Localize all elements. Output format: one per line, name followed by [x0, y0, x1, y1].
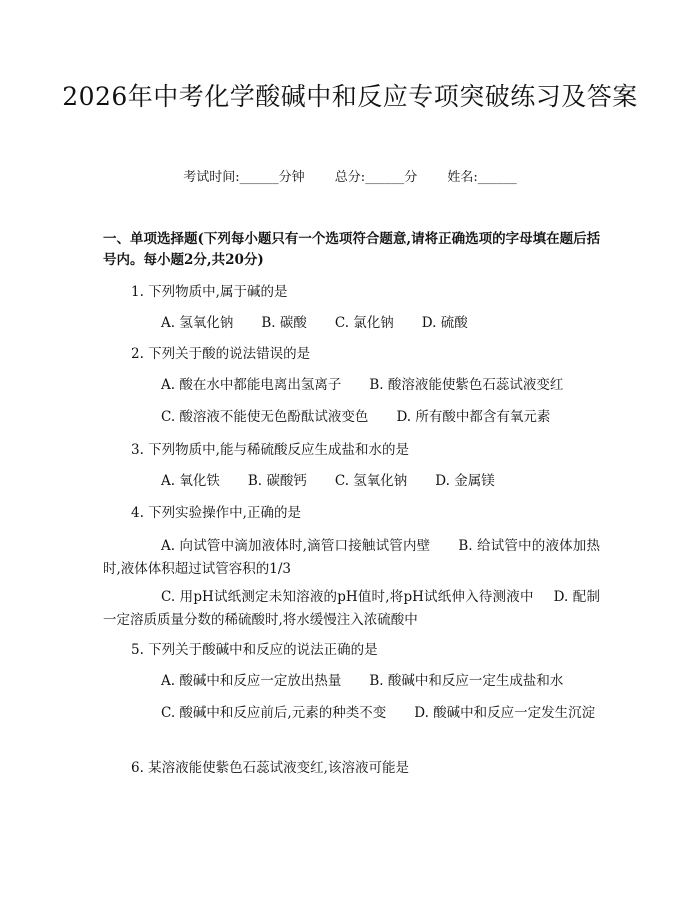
question-options: [161, 407, 550, 427]
option-d: D. 金属镁: [435, 473, 495, 489]
exam-time-unit: 分钟: [278, 170, 305, 185]
page-title: 2026年中考化学酸碱中和反应专项突破练习及答案: [62, 82, 638, 111]
option-b: B. 给试管中的液体加热时,液体体积超过试管容积的1/3: [103, 538, 600, 577]
student-name-label: 姓名:: [447, 170, 478, 185]
question-options: [161, 375, 563, 395]
option-c: C. 酸溶液不能使无色酚酞试液变色: [161, 409, 369, 425]
question-stem: 3. 下列物质中,能与稀硫酸反应生成盐和水的是: [131, 442, 409, 458]
question-options: [103, 535, 600, 581]
question-options: [161, 471, 495, 491]
option-a: A. 氧化铁: [161, 473, 220, 489]
option-d: D. 配制一定溶质质量分数的稀硫酸时,将水缓慢注入浓硫酸中: [103, 589, 600, 628]
option-d: D. 硫酸: [421, 315, 468, 331]
option-d: D. 酸碱中和反应一定发生沉淀: [414, 705, 596, 721]
option-b: B. 酸碱中和反应一定生成盐和水: [369, 673, 564, 689]
question-stem: 2. 下列关于酸的说法错误的是: [131, 346, 311, 362]
option-a: A. 酸碱中和反应一定放出热量: [161, 673, 342, 689]
option-a: A. 酸在水中都能电离出氢离子: [161, 377, 342, 393]
section-heading: 一、单项选择题(下列每小题只有一个选项符合题意,请将正确选项的字母填在题后括号内。每小题2分,共20分): [103, 231, 601, 268]
exam-info-line: [0, 168, 700, 188]
option-c: C. 用pH试纸测定未知溶液的pH值时,将pH试纸伸入待测液中: [161, 589, 534, 605]
total-score-blank: ______: [365, 170, 405, 185]
question-options: [161, 313, 468, 333]
question-stem: 1. 下列物质中,属于碱的是: [131, 284, 288, 300]
exam-time-blank: ______: [239, 170, 279, 185]
total-score-label: 总分:: [334, 170, 366, 185]
option-c: C. 氯化钠: [334, 315, 394, 331]
exam-time-label: 考试时间:: [183, 170, 240, 185]
question-stem: 4. 下列实验操作中,正确的是: [131, 505, 301, 521]
option-b: B. 酸溶液能使紫色石蕊试液变红: [369, 377, 564, 393]
exam-time-field: [183, 170, 304, 185]
student-name-blank: ______: [477, 170, 517, 185]
question-options: [103, 586, 600, 632]
question-stem: 6. 某溶液能使紫色石蕊试液变红,该溶液可能是: [131, 760, 409, 776]
total-score-field: [335, 170, 417, 185]
option-a: A. 向试管中滴加液体时,滴管口接触试管内壁: [161, 538, 431, 554]
option-d: D. 所有酸中都含有氧元素: [396, 409, 551, 425]
option-c: C. 酸碱中和反应前后,元素的种类不变: [161, 705, 387, 721]
option-b: B. 碳酸钙: [247, 473, 307, 489]
total-score-unit: 分: [404, 170, 418, 185]
student-name-field: [447, 170, 516, 185]
option-a: A. 氢氧化钠: [161, 315, 234, 331]
question-stem: 5. 下列关于酸碱中和反应的说法正确的是: [131, 642, 378, 658]
question-options: [103, 702, 600, 725]
option-c: C. 氢氧化钠: [334, 473, 408, 489]
question-options: [161, 671, 563, 691]
option-b: B. 碳酸: [261, 315, 307, 331]
